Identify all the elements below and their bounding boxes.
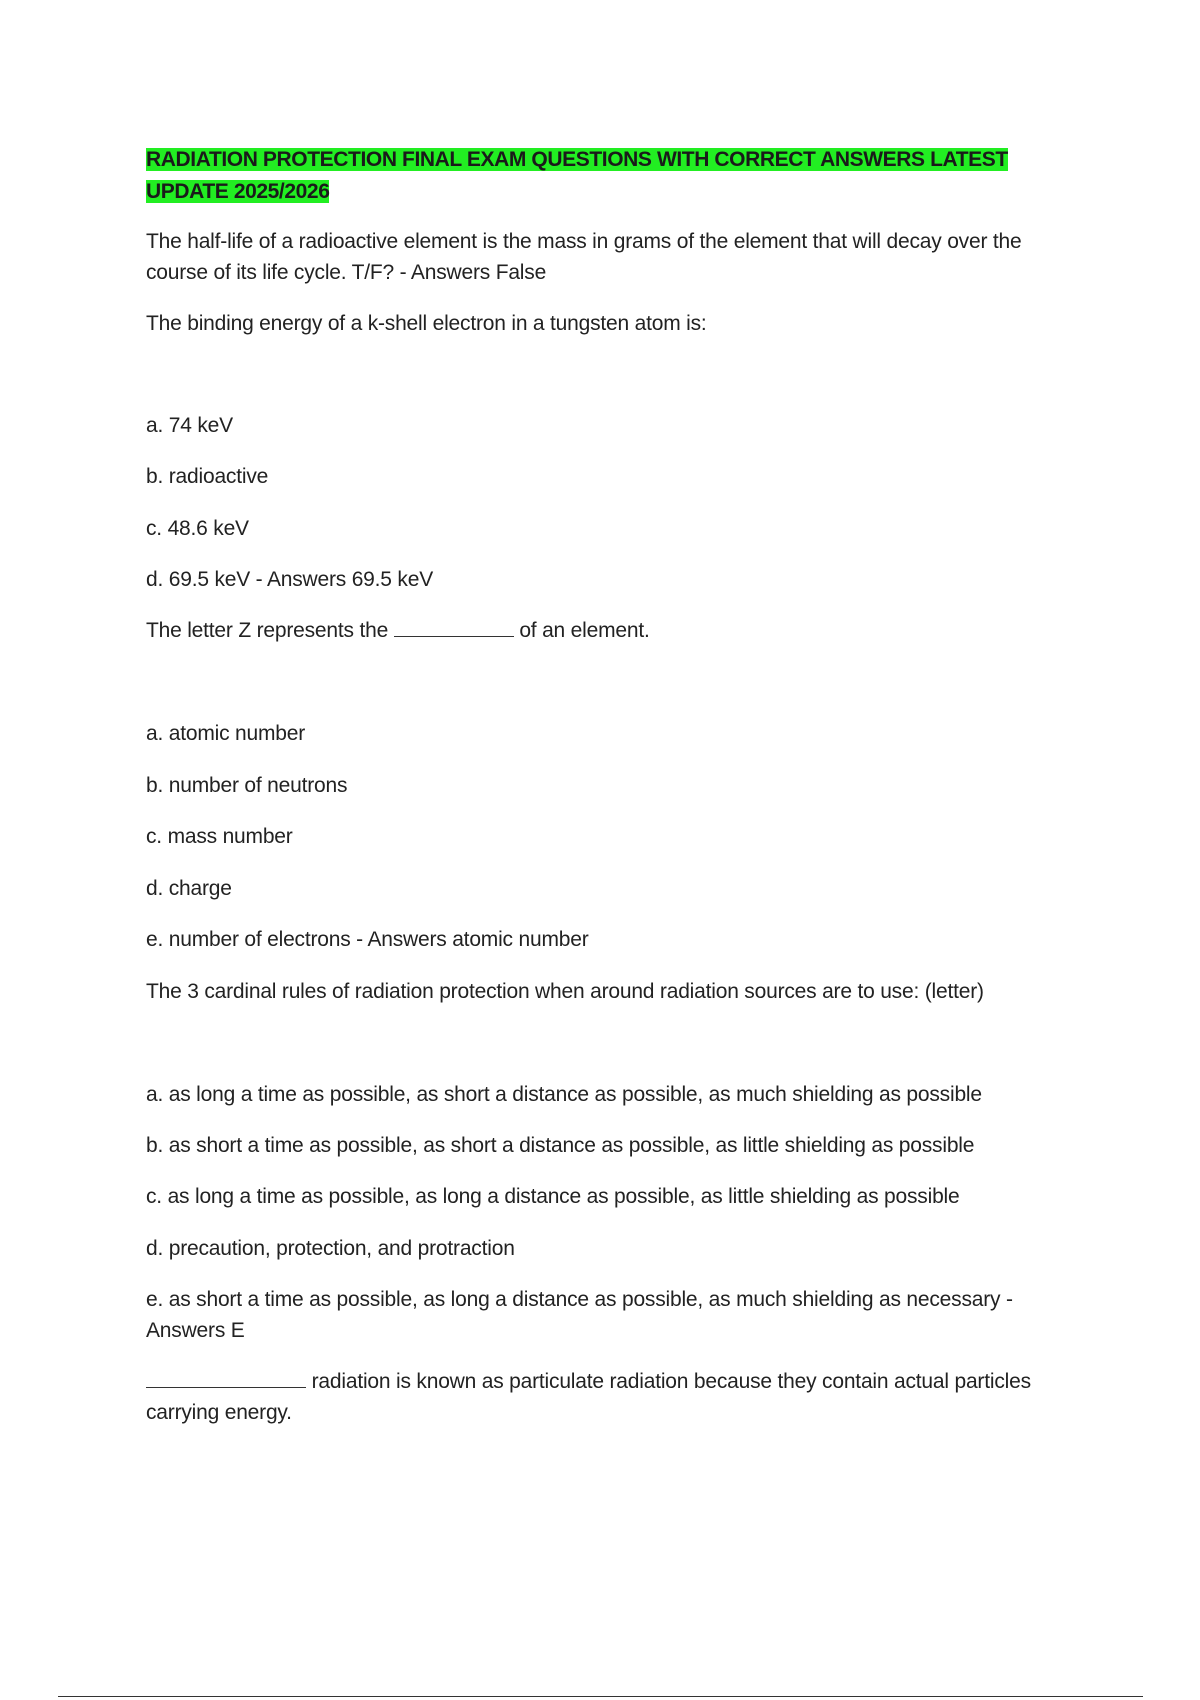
question-4-option-d: d. precaution, protection, and protraction bbox=[146, 1237, 515, 1260]
question-4-option-c: c. as long a time as possible, as long a distance as possible, as little shielding as possible bbox=[146, 1185, 960, 1208]
question-3-text-before: The letter Z represents the bbox=[146, 619, 394, 642]
document-title-highlight: RADIATION PROTECTION FINAL EXAM QUESTIONS WITH CORRECT ANSWERS LATEST UPDATE 2025/2026 bbox=[146, 148, 1008, 203]
question-5-blank bbox=[146, 1369, 306, 1388]
question-4-option-b: b. as short a time as possible, as short a distance as possible, as little shielding as possible bbox=[146, 1134, 975, 1157]
question-4-option-a: a. as long a time as possible, as short a distance as possible, as much shielding as possible bbox=[146, 1083, 982, 1106]
question-5 bbox=[146, 1366, 1086, 1428]
question-3-option-d: d. charge bbox=[146, 877, 232, 900]
question-3-option-a: a. atomic number bbox=[146, 722, 306, 745]
question-3-option-b: b. number of neutrons bbox=[146, 774, 348, 797]
document-title bbox=[146, 144, 1046, 208]
question-2-option-a: a. 74 keV bbox=[146, 414, 233, 437]
question-3-option-e: e. number of electrons - Answers atomic number bbox=[146, 928, 589, 951]
question-4: The 3 cardinal rules of radiation protection when around radiation sources are to use: (letter) bbox=[146, 980, 984, 1003]
question-3-blank bbox=[394, 618, 514, 637]
question-4-option-e: e. as short a time as possible, as long a distance as possible, as much shielding as necessary - Answers E bbox=[146, 1288, 1013, 1342]
question-2: The binding energy of a k-shell electron in a tungsten atom is: bbox=[146, 312, 707, 335]
question-2-option-c: c. 48.6 keV bbox=[146, 517, 249, 540]
question-5-text: radiation is known as particulate radiation because they contain actual particles carrying energy. bbox=[146, 1370, 1031, 1424]
question-2-option-b: b. radioactive bbox=[146, 465, 269, 488]
footer-divider bbox=[58, 1696, 1143, 1697]
question-3 bbox=[146, 615, 1086, 646]
question-1: The half-life of a radioactive element is the mass in grams of the element that will decay over the course of its life cycle. T/F? - Answers False bbox=[146, 230, 1022, 284]
question-3-text-after: of an element. bbox=[513, 619, 650, 642]
question-2-option-d: d. 69.5 keV - Answers 69.5 keV bbox=[146, 568, 433, 591]
question-3-option-c: c. mass number bbox=[146, 825, 293, 848]
